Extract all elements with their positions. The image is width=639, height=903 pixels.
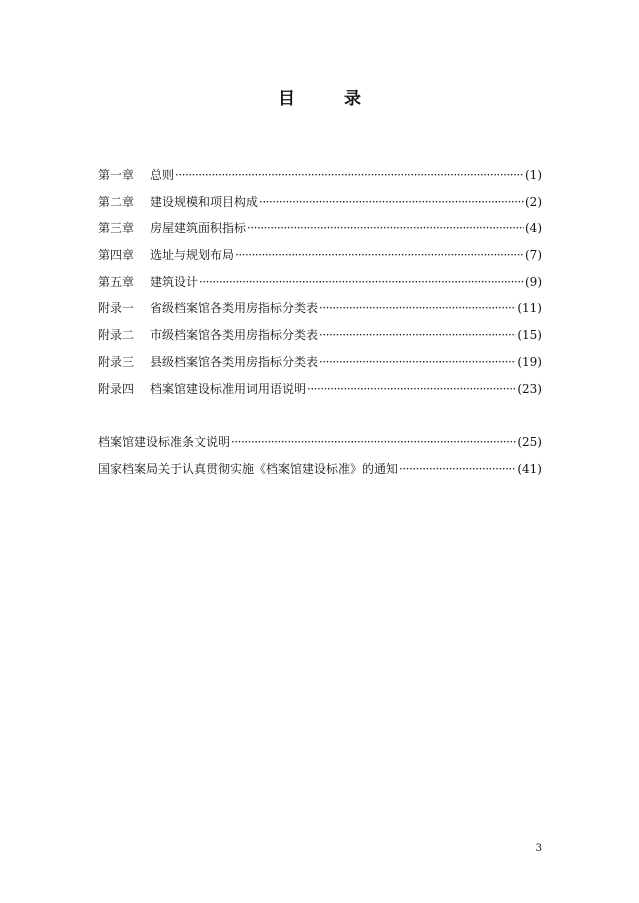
toc-leader-dots [231, 433, 516, 451]
toc-entry[interactable] [98, 353, 542, 380]
toc-entry-text: 国家档案局关于认真贯彻实施《档案馆建设标准》的通知 [98, 461, 399, 476]
toc-entry-label: 第四章 [98, 248, 135, 263]
page-title: 目 录 [278, 89, 377, 109]
toc-leader-dots [235, 246, 524, 264]
toc-leader-dots [399, 460, 516, 478]
toc-entry-text: 建筑设计 [150, 274, 199, 289]
toc-entry-text: 选址与规划布局 [150, 248, 235, 263]
toc-leader-dots [319, 353, 516, 371]
toc-entry-text: 档案馆建设标准条文说明 [98, 435, 231, 449]
toc-entry-label: 第三章 [98, 221, 135, 236]
toc-entry[interactable] [98, 193, 542, 220]
table-of-contents-extra [98, 433, 542, 486]
toc-leader-dots [175, 166, 524, 184]
toc-entry-page: (11) [517, 301, 542, 316]
toc-entry[interactable] [98, 246, 542, 273]
toc-leader-dots [247, 219, 524, 237]
toc-entry[interactable] [98, 380, 542, 407]
toc-entry-label: 第一章 [98, 168, 135, 182]
toc-leader-dots [319, 299, 516, 317]
toc-entry-page: (4) [525, 221, 542, 236]
toc-entry-page: (7) [525, 248, 542, 263]
toc-entry[interactable] [98, 299, 542, 326]
toc-entry-text: 市级档案馆各类用房指标分类表 [150, 328, 319, 343]
toc-entry[interactable] [98, 433, 542, 460]
toc-entry-page: (9) [525, 274, 542, 289]
toc-entry-text: 省级档案馆各类用房指标分类表 [150, 301, 319, 316]
toc-entry-label: 第二章 [98, 194, 135, 209]
toc-entry-page: (19) [517, 354, 542, 369]
toc-entry[interactable] [98, 166, 542, 193]
toc-entry-label: 附录一 [98, 301, 135, 316]
toc-entry-label: 附录三 [98, 354, 135, 369]
toc-entry-text: 建设规模和项目构成 [150, 194, 259, 209]
toc-leader-dots [307, 380, 516, 398]
toc-leader-dots [319, 326, 516, 344]
toc-entry-label: 第五章 [98, 274, 135, 289]
page-number: 3 [535, 843, 542, 854]
toc-entry[interactable] [98, 219, 542, 246]
toc-entry-text: 县级档案馆各类用房指标分类表 [150, 354, 319, 369]
toc-entry-label: 附录四 [98, 381, 135, 396]
toc-entry-page: (23) [517, 381, 542, 396]
toc-leader-dots [199, 273, 524, 291]
toc-entry-page: (41) [517, 461, 542, 476]
toc-entry-text: 房屋建筑面积指标 [150, 221, 247, 236]
toc-leader-dots [259, 193, 524, 211]
toc-entry-text: 总则 [150, 168, 175, 182]
toc-entry[interactable] [98, 273, 542, 300]
toc-entry-page: (1) [525, 168, 542, 182]
toc-entry[interactable] [98, 326, 542, 353]
toc-entry-label: 附录二 [98, 328, 135, 343]
toc-entry-text: 档案馆建设标准用词用语说明 [150, 381, 307, 396]
table-of-contents [98, 166, 542, 406]
toc-entry[interactable] [98, 460, 542, 487]
toc-entry-page: (25) [517, 435, 542, 449]
toc-entry-page: (2) [525, 194, 542, 209]
toc-entry-page: (15) [517, 328, 542, 343]
